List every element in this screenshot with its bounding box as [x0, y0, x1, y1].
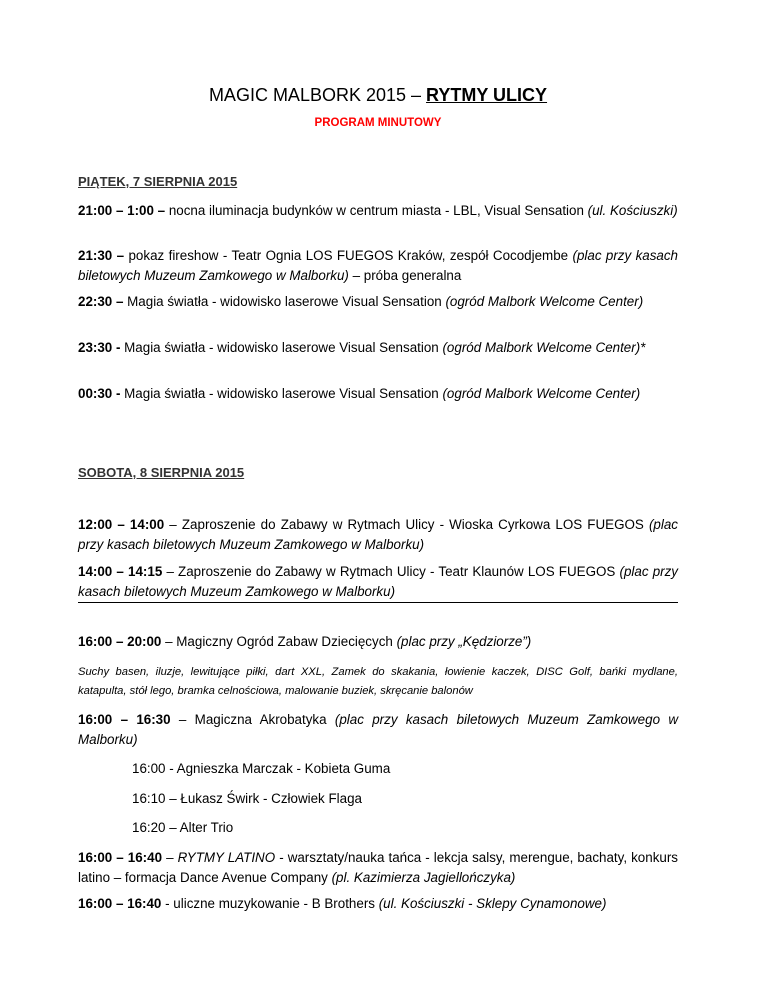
day-heading-saturday: SOBOTA, 8 SIERPNIA 2015 — [78, 465, 245, 480]
event-text: – Magiczny Ogród Zabaw Dziecięcych — [161, 634, 397, 649]
event-place: (plac przy kasach biletowych Muzeum Zamkowego w Malborku) — [78, 564, 678, 599]
event-item — [78, 562, 678, 602]
sub-event: 16:20 – Alter Trio — [132, 820, 234, 835]
event-time: 21:30 – — [78, 248, 125, 263]
event-time: 23:30 - — [78, 340, 121, 355]
section-divider — [78, 602, 678, 603]
event-place: (plac przy kasach biletowych Muzeum Zamkowego w Malborku) — [78, 248, 678, 283]
event-text: – Zaproszenie do Zabawy w Rytmach Ulicy - Wioska Cyrkowa LOS FUEGOS — [164, 517, 649, 532]
event-text: Magia światła - widowisko laserowe Visual Sensation — [120, 340, 443, 355]
event-text: pokaz fireshow - Teatr Ognia LOS FUEGOS Kraków, zespół Cocodjembe — [124, 248, 573, 263]
event-text: – Zaproszenie do Zabawy w Rytmach Ulicy - Teatr Klaunów LOS FUEGOS — [162, 564, 620, 579]
event-text-dash: – — [162, 850, 178, 865]
event-item — [78, 292, 678, 312]
title-prefix: MAGIC MALBORK 2015 – — [208, 85, 427, 105]
event-item — [78, 246, 678, 286]
event-item — [78, 632, 678, 652]
event-item — [78, 384, 678, 404]
attractions-note: Suchy basen, iluzje, lewitujące piłki, dart XXL, Zamek do skakania, łowienie kaczek, DISC Golf, bańki mydlane, katapulta, stół lego, bramka celnościowa, malowanie buziek, skręcanie balonów — [78, 666, 678, 697]
sub-event: 16:10 – Łukasz Świrk - Człowiek Flaga — [132, 791, 362, 806]
page-title — [78, 83, 678, 107]
event-time: 16:00 – 16:40 — [78, 896, 162, 911]
event-time: 00:30 - — [78, 386, 121, 401]
event-item — [78, 848, 678, 888]
event-place: (ogród Malbork Welcome Center)* — [442, 340, 646, 355]
event-time: 16:00 – 20:00 — [78, 634, 162, 649]
event-item — [78, 710, 678, 750]
event-time: 22:30 – — [78, 294, 124, 309]
event-text: Magia światła - widowisko laserowe Visual Sensation — [120, 386, 443, 401]
event-place: (plac przy kasach biletowych Muzeum Zamkowego w Malborku) — [78, 517, 678, 552]
event-item — [78, 338, 678, 358]
event-text: nocna iluminacja budynków w centrum miasta - LBL, Visual Sensation — [165, 203, 588, 218]
event-item — [78, 201, 678, 221]
event-highlight: RYTMY LATINO — [177, 850, 276, 865]
event-place: (ogród Malbork Welcome Center) — [445, 294, 644, 309]
event-place: (plac przy kasach biletowych Muzeum Zamkowego w Malborku) — [78, 712, 679, 747]
title-emphasis: RYTMY ULICY — [426, 85, 548, 105]
event-tail: – próba generalna — [348, 268, 462, 283]
event-item — [78, 894, 678, 914]
event-text: - uliczne muzykowanie - B Brothers — [161, 896, 379, 911]
event-place: (ogród Malbork Welcome Center) — [442, 386, 641, 401]
event-text: – Magiczna Akrobatyka — [170, 712, 335, 727]
event-time: 16:00 – 16:30 — [78, 712, 171, 727]
page-subtitle: PROGRAM MINUTOWY — [314, 117, 442, 129]
event-place: (ul. Kościuszki - Sklepy Cynamonowe) — [378, 896, 607, 911]
event-place: (plac przy „Kędziorze”) — [396, 634, 532, 649]
event-text: - warsztaty/nauka tańca - lekcja salsy, merengue, bachaty, konkurs latino – formacja Dance Avenue Company — [78, 850, 678, 885]
event-item — [78, 515, 678, 555]
event-place: (pl. Kazimierza Jagiellończyka) — [331, 870, 516, 885]
event-text: Magia światła - widowisko laserowe Visual Sensation — [123, 294, 446, 309]
sub-event: 16:00 - Agnieszka Marczak - Kobieta Guma — [132, 761, 391, 776]
event-time: 14:00 – 14:15 — [78, 564, 163, 579]
event-place: (ul. Kościuszki) — [587, 203, 678, 218]
event-time: 16:00 – 16:40 — [78, 850, 163, 865]
program-document — [78, 0, 678, 994]
event-time: 12:00 – 14:00 — [78, 517, 165, 532]
day-heading-friday: PIĄTEK, 7 SIERPNIA 2015 — [78, 174, 238, 189]
event-time: 21:00 – 1:00 – — [78, 203, 166, 218]
